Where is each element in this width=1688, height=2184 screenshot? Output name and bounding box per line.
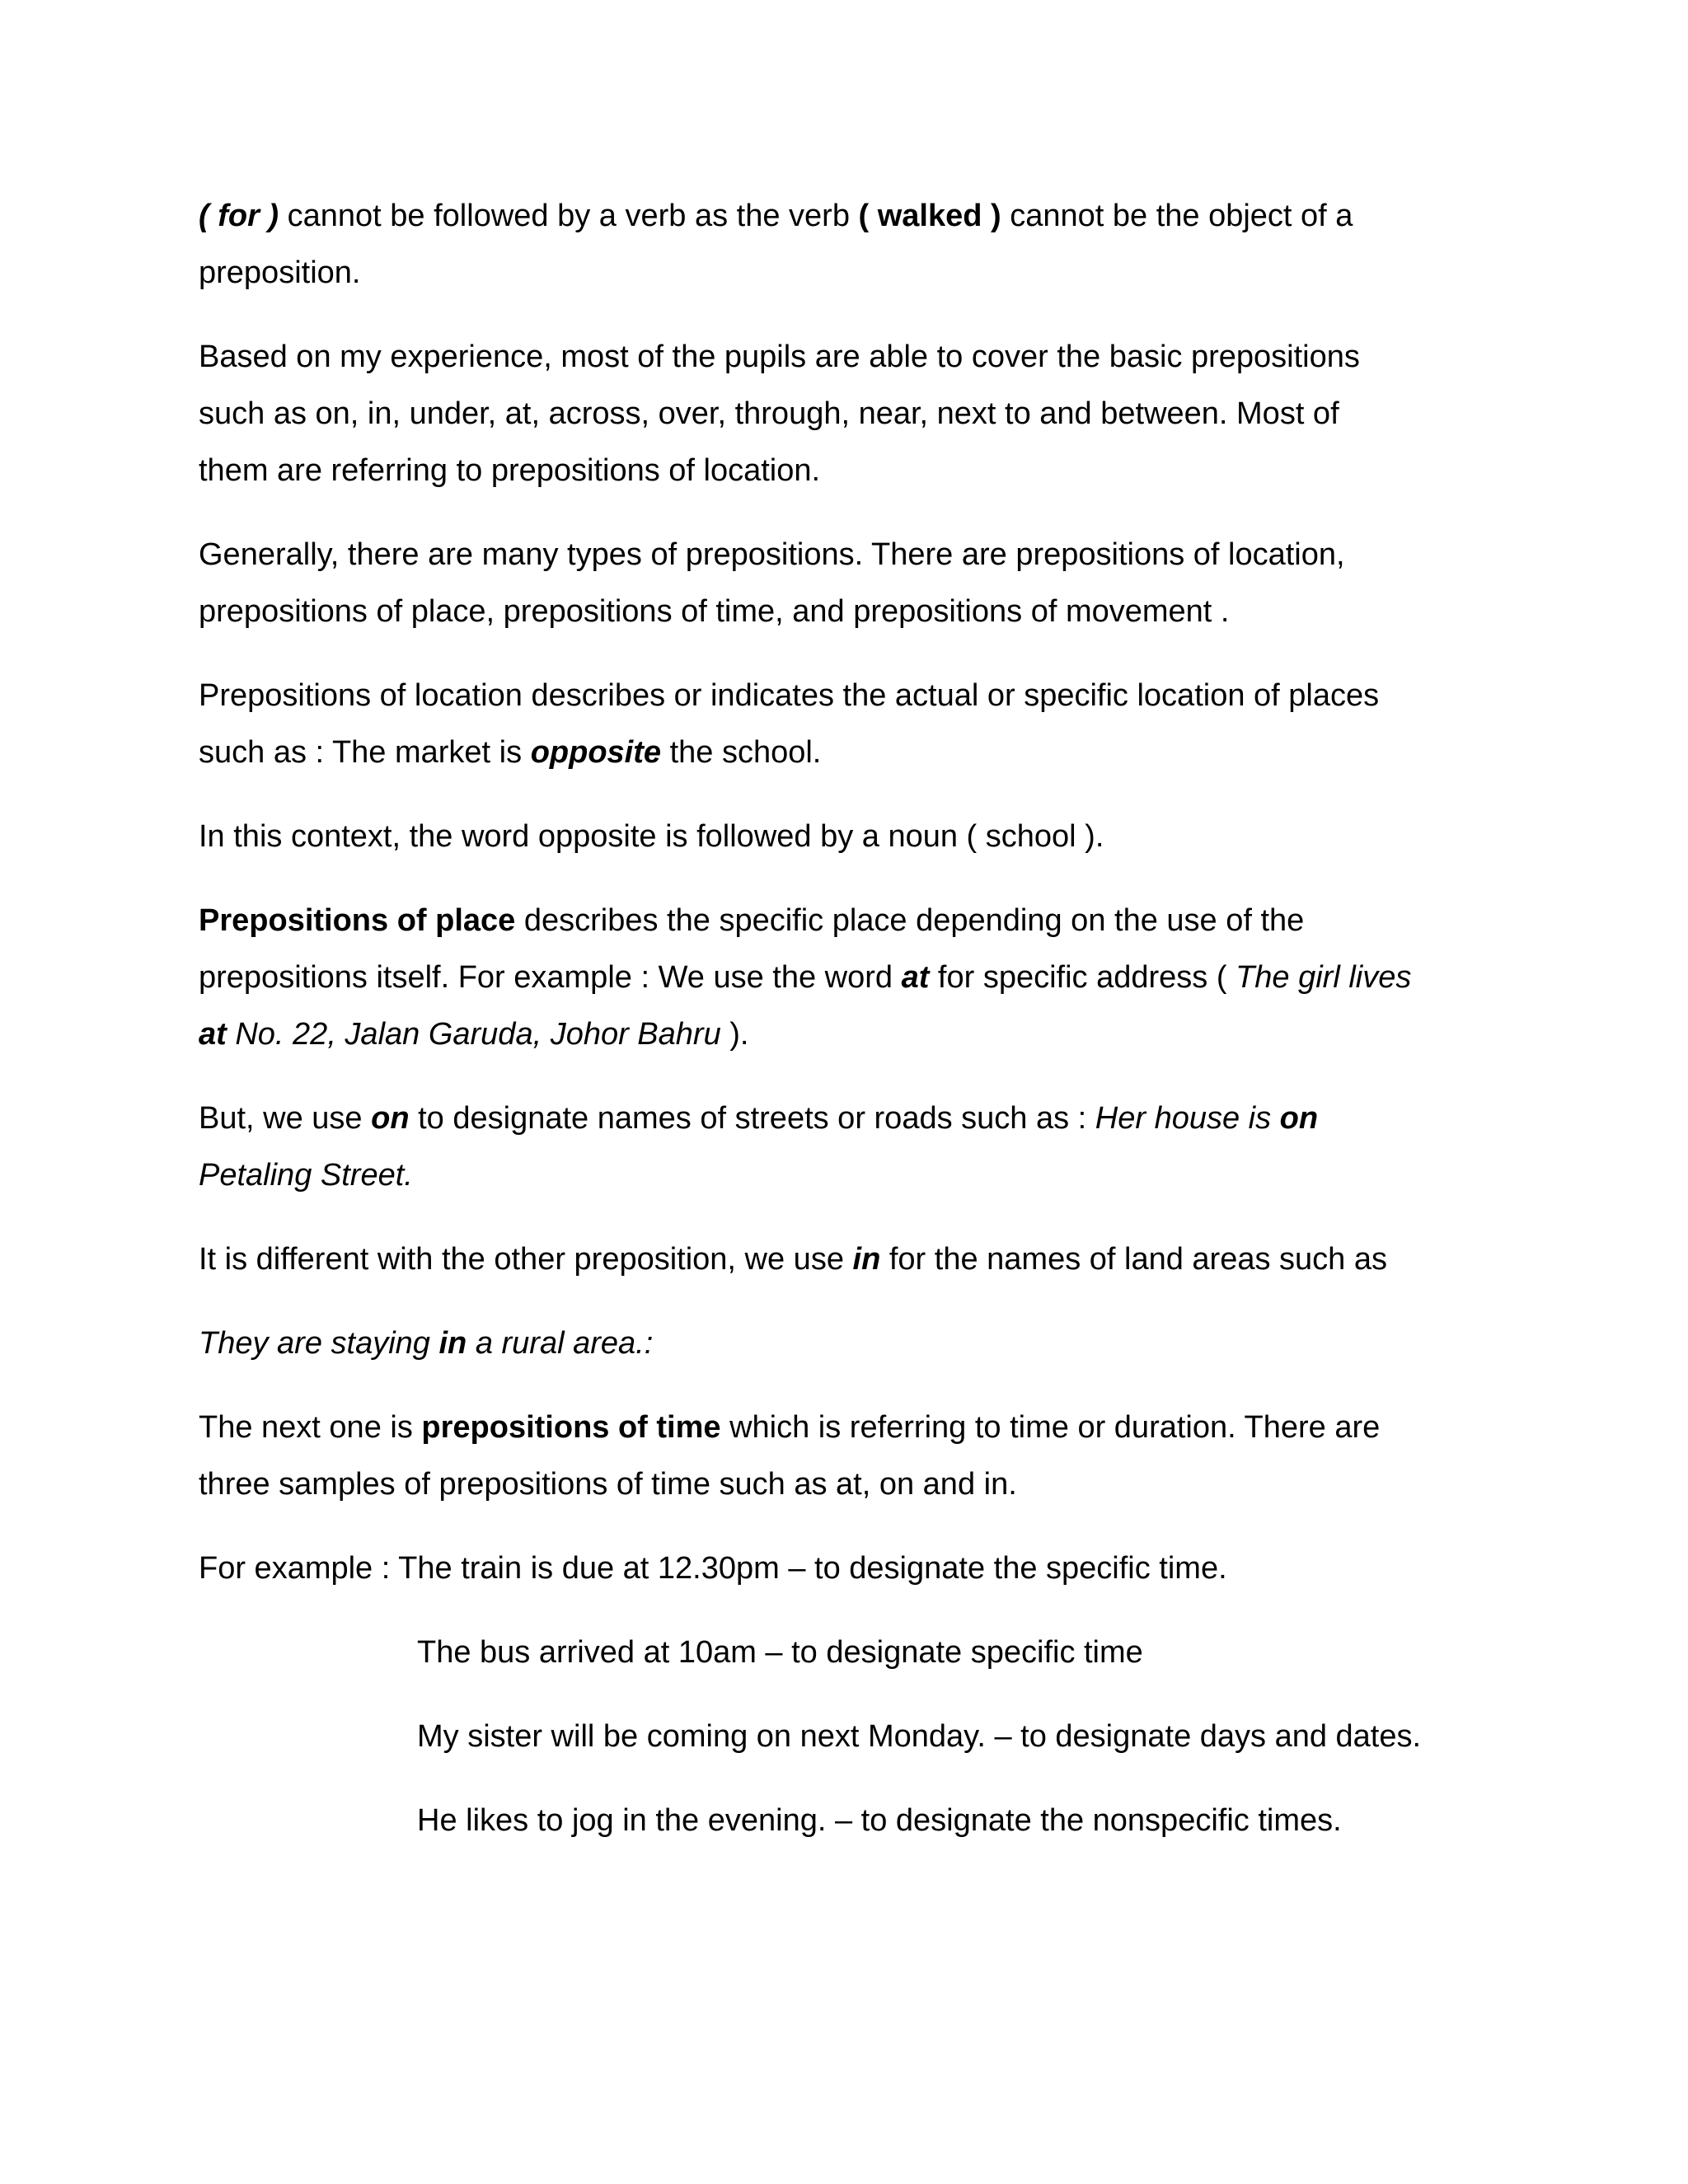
text-line — [199, 1006, 1509, 1063]
text-line — [199, 386, 1509, 443]
text-run: It is different with the other preposition, we use — [199, 1242, 853, 1277]
paragraph-p11 — [199, 1540, 1509, 1597]
paragraph-p12 — [199, 1624, 1509, 1681]
text-run: to designate names of streets or roads such as : — [409, 1101, 1095, 1136]
text-run: in — [852, 1242, 881, 1277]
text-line — [199, 1090, 1509, 1147]
text-line — [199, 668, 1509, 724]
text-line — [199, 245, 1509, 302]
text-run: such as : The market is — [199, 735, 531, 770]
text-run: in — [438, 1326, 467, 1361]
text-run: which is referring to time or duration. There are — [720, 1410, 1381, 1445]
paragraph-p8 — [199, 1231, 1509, 1288]
text-line — [417, 1708, 1509, 1765]
paragraph-p13 — [199, 1708, 1509, 1765]
text-run: In this context, the word opposite is followed by a noun ( school ). — [199, 819, 1104, 854]
text-run: for the names of land areas such as — [880, 1242, 1387, 1277]
text-run: cannot be followed by a verb as the verb — [279, 199, 859, 233]
text-line — [199, 724, 1509, 781]
text-run: Prepositions of location describes or indicates the actual or specific location of places — [199, 678, 1380, 713]
text-line — [417, 1624, 1509, 1681]
text-line — [199, 527, 1509, 583]
text-line — [199, 893, 1509, 949]
text-line — [199, 1315, 1509, 1372]
text-run: opposite — [530, 735, 662, 770]
text-run: Prepositions of place — [199, 903, 516, 938]
paragraph-p3 — [199, 527, 1509, 640]
text-run: The next one is — [199, 1410, 422, 1445]
text-run: prepositions itself. For example : We use the word — [199, 960, 902, 995]
text-line — [199, 1456, 1509, 1513]
text-line — [199, 1231, 1509, 1288]
text-run: Petaling Street. — [199, 1158, 413, 1193]
text-run: at — [901, 960, 930, 995]
text-run: They are staying — [199, 1326, 439, 1361]
text-run: ( walked ) — [858, 199, 1001, 233]
text-line — [199, 949, 1509, 1006]
text-run: The bus arrived at 10am – to designate specific time — [417, 1635, 1143, 1670]
text-line — [199, 808, 1509, 865]
text-run: on — [371, 1101, 410, 1136]
text-line — [199, 1147, 1509, 1204]
text-run: The girl lives — [1236, 960, 1412, 995]
paragraph-p6 — [199, 893, 1509, 1063]
text-run: them are referring to prepositions of location. — [199, 453, 821, 488]
text-run: Her house is — [1095, 1101, 1280, 1136]
text-run: He likes to jog in the evening. – to designate the nonspecific times. — [417, 1803, 1342, 1838]
text-run: preposition. — [199, 255, 361, 290]
text-line — [417, 1793, 1509, 1849]
text-run: prepositions of time — [421, 1410, 721, 1445]
text-run: a rural area.: — [467, 1326, 654, 1361]
text-run: for specific address ( — [929, 960, 1236, 995]
text-run: No. 22, Jalan Garuda, Johor Bahru — [226, 1017, 721, 1052]
paragraph-p5 — [199, 808, 1509, 865]
text-line — [199, 443, 1509, 499]
text-line — [199, 1399, 1509, 1456]
paragraph-p2 — [199, 329, 1509, 499]
text-line — [199, 583, 1509, 640]
paragraph-p14 — [199, 1793, 1509, 1849]
text-run: three samples of prepositions of time such as at, on and in. — [199, 1467, 1017, 1502]
text-run: the school. — [661, 735, 822, 770]
text-run: Generally, there are many types of prepositions. There are prepositions of location, — [199, 537, 1345, 572]
text-line — [199, 329, 1509, 386]
text-line — [199, 188, 1509, 245]
paragraph-p4 — [199, 668, 1509, 781]
text-run: prepositions of place, prepositions of time, and prepositions of movement . — [199, 594, 1230, 629]
text-run: such as on, in, under, at, across, over, through, near, next to and between. Most of — [199, 396, 1339, 431]
paragraph-p9 — [199, 1315, 1509, 1372]
paragraph-p10 — [199, 1399, 1509, 1513]
text-run: ( for ) — [199, 199, 279, 233]
text-run: For example : The train is due at 12.30pm – to designate the specific time. — [199, 1551, 1227, 1586]
text-run: My sister will be coming on next Monday. – to designate days and dates. — [417, 1719, 1422, 1754]
paragraph-p1 — [199, 188, 1509, 302]
document-body — [199, 188, 1509, 1877]
text-run: ). — [720, 1017, 749, 1052]
text-run: But, we use — [199, 1101, 372, 1136]
text-line — [199, 1540, 1509, 1597]
text-run: on — [1279, 1101, 1319, 1136]
text-run: at — [199, 1017, 227, 1052]
text-run: cannot be the object of a — [1001, 199, 1353, 233]
text-run: describes the specific place depending on the use of the — [515, 903, 1305, 938]
text-run: Based on my experience, most of the pupils are able to cover the basic prepositions — [199, 340, 1360, 374]
paragraph-p7 — [199, 1090, 1509, 1204]
